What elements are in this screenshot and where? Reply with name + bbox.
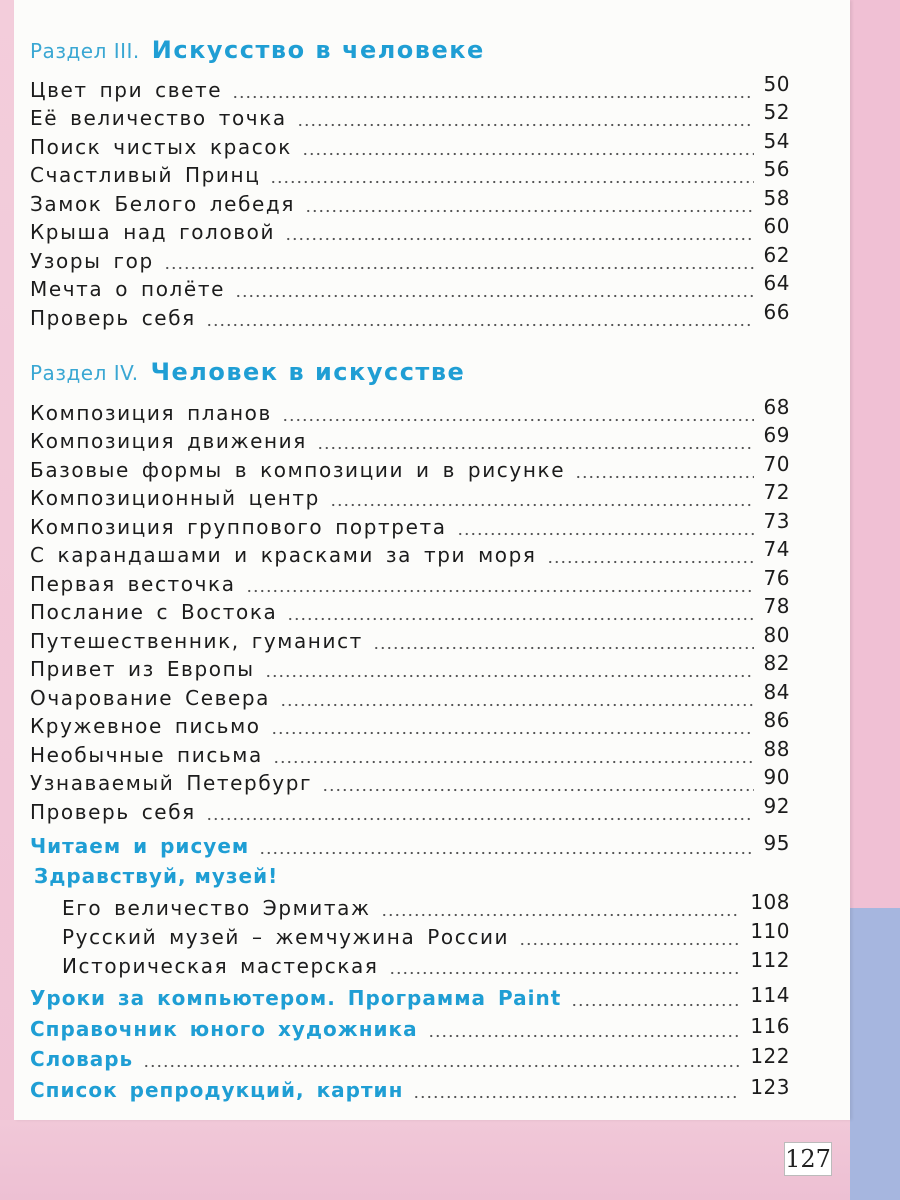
section-4-heading [30,358,465,398]
toc-entry[interactable] [30,796,790,824]
entry-title: Узоры гор [30,249,154,273]
entry-title: Узнаваемый Петербург [30,771,313,795]
entry-page: 90 [763,765,790,789]
dot-leader [287,601,753,621]
toc-entry[interactable] [30,102,790,130]
dot-leader [280,687,754,707]
toc-entry-handbook[interactable] [30,1013,790,1041]
entry-page: 95 [763,831,790,855]
entry-title: Композиция планов [30,401,272,425]
entry-page: 76 [763,566,790,590]
dot-leader [389,955,741,975]
dot-leader [547,544,754,564]
toc-entry[interactable] [30,273,790,301]
toc-entry[interactable] [30,454,790,482]
entry-page: 86 [763,708,790,732]
dot-leader [322,772,753,792]
dot-leader [575,459,753,479]
dot-leader [246,573,754,593]
entry-title: Композиция группового портрета [30,515,447,539]
entry-title: Читаем и рисуем [30,834,250,858]
entry-title: Справочник юного художника [30,1017,418,1041]
dot-leader [270,164,753,184]
entry-title: Композиционный центр [30,486,320,510]
entry-title: Проверь себя [30,306,196,330]
entry-page: 88 [763,737,790,761]
section-3-heading [30,36,485,76]
toc-entry[interactable] [30,74,790,102]
dot-leader [297,107,754,127]
entry-page: 54 [763,129,790,153]
toc-entry[interactable] [30,653,790,681]
toc-entry[interactable] [62,950,790,978]
entry-title: Цвет при свете [30,78,223,102]
entry-page: 56 [763,157,790,181]
toc-entry[interactable] [30,397,790,425]
dot-leader [519,926,740,946]
toc-entry[interactable] [30,131,790,159]
toc-entry[interactable] [30,425,790,453]
toc-entry[interactable] [62,892,790,920]
entry-page: 92 [763,794,790,818]
entry-page: 122 [750,1044,790,1068]
entry-page: 114 [750,983,790,1007]
dot-leader [413,1079,740,1099]
entry-page: 66 [763,300,790,324]
left-margin-strip [0,0,14,1200]
entry-title: Уроки за компьютером. Программа Paint [30,986,562,1010]
entry-title: Послание с Востока [30,600,278,624]
dot-leader [285,221,753,241]
dot-leader [457,516,754,536]
entry-page: 108 [750,890,790,914]
toc-entry[interactable] [30,302,790,330]
toc-entry[interactable] [30,568,790,596]
toc-entry[interactable] [62,921,790,949]
dot-leader [317,430,754,450]
dot-leader [273,744,754,764]
entry-title: Список репродукций, картин [30,1078,404,1102]
toc-entry[interactable] [30,625,790,653]
entry-page: 68 [763,395,790,419]
dot-leader [206,801,754,821]
entry-page: 52 [763,100,790,124]
entry-title: Замок Белого лебедя [30,192,295,216]
dot-leader [305,193,754,213]
dot-leader [259,835,753,855]
entry-title: Русский музей – жемчужина России [62,925,510,949]
entry-page: 84 [763,680,790,704]
section-4-title: Человек в искусстве [150,358,466,386]
entry-title: Привет из Европы [30,657,255,681]
toc-entry[interactable] [30,767,790,795]
entry-page: 72 [763,480,790,504]
toc-entry[interactable] [30,682,790,710]
entry-page: 73 [763,509,790,533]
dot-leader [235,278,754,298]
dot-leader [164,250,754,270]
toc-entry-reproductions[interactable] [30,1074,790,1102]
toc-entry[interactable] [30,596,790,624]
entry-page: 60 [763,214,790,238]
dot-leader [381,897,741,917]
section-4-prefix: Раздел IV. [30,361,139,385]
toc-entry[interactable] [30,511,790,539]
entry-page: 112 [750,948,790,972]
entry-page: 110 [750,919,790,943]
section-3-prefix: Раздел III. [30,39,140,63]
section-3-title: Искусство в человеке [151,36,485,64]
toc-entry[interactable] [30,245,790,273]
entry-page: 62 [763,243,790,267]
museum-heading[interactable]: Здравствуй, музей! [34,864,279,888]
toc-entry[interactable] [30,482,790,510]
entry-title: Словарь [30,1047,134,1071]
dot-leader [373,630,754,650]
entry-page: 123 [750,1075,790,1099]
entry-page: 64 [763,271,790,295]
entry-title: Базовые формы в композиции и в рисунке [30,458,566,482]
entry-page: 80 [763,623,790,647]
dot-leader [265,658,754,678]
dot-leader [143,1048,740,1068]
toc-entry[interactable] [30,188,790,216]
entry-page: 82 [763,651,790,675]
dot-leader [206,307,754,327]
toc-entry-reading[interactable] [30,830,790,858]
entry-page: 78 [763,594,790,618]
entry-title: Крыша над головой [30,220,276,244]
page-number: 127 [784,1142,832,1176]
entry-page: 58 [763,186,790,210]
entry-title: Путешественник, гуманист [30,629,363,653]
toc-entry-dictionary[interactable] [30,1043,790,1071]
dot-leader [330,487,754,507]
toc-entry[interactable] [30,159,790,187]
dot-leader [428,1018,741,1038]
entry-title: Поиск чистых красок [30,135,292,159]
dot-leader [302,136,754,156]
entry-page: 116 [750,1014,790,1038]
toc-entry[interactable] [30,710,790,738]
entry-title: С карандашами и красками за три моря [30,543,537,567]
dot-leader [271,715,754,735]
entry-title: Первая весточка [30,572,236,596]
bottom-margin-strip [0,1120,850,1200]
entry-page: 74 [763,537,790,561]
entry-title: Необычные письма [30,743,263,767]
toc-entry-paint[interactable] [30,982,790,1010]
toc-entry[interactable] [30,216,790,244]
toc-entry[interactable] [30,739,790,767]
entry-page: 70 [763,452,790,476]
right-margin-blue-block [850,908,900,1200]
entry-title: Его величество Эрмитаж [62,896,371,920]
entry-page: 50 [763,72,790,96]
entry-title: Мечта о полёте [30,277,225,301]
entry-title: Кружевное письмо [30,714,261,738]
entry-title: Историческая мастерская [62,954,379,978]
dot-leader [282,402,754,422]
entry-title: Композиция движения [30,429,307,453]
entry-title: Очарование Севера [30,686,271,710]
entry-title: Её величество точка [30,106,287,130]
dot-leader [232,79,753,99]
entry-title: Проверь себя [30,800,196,824]
entry-page: 69 [763,423,790,447]
toc-entry[interactable] [30,539,790,567]
dot-leader [571,987,740,1007]
entry-title: Счастливый Принц [30,163,261,187]
